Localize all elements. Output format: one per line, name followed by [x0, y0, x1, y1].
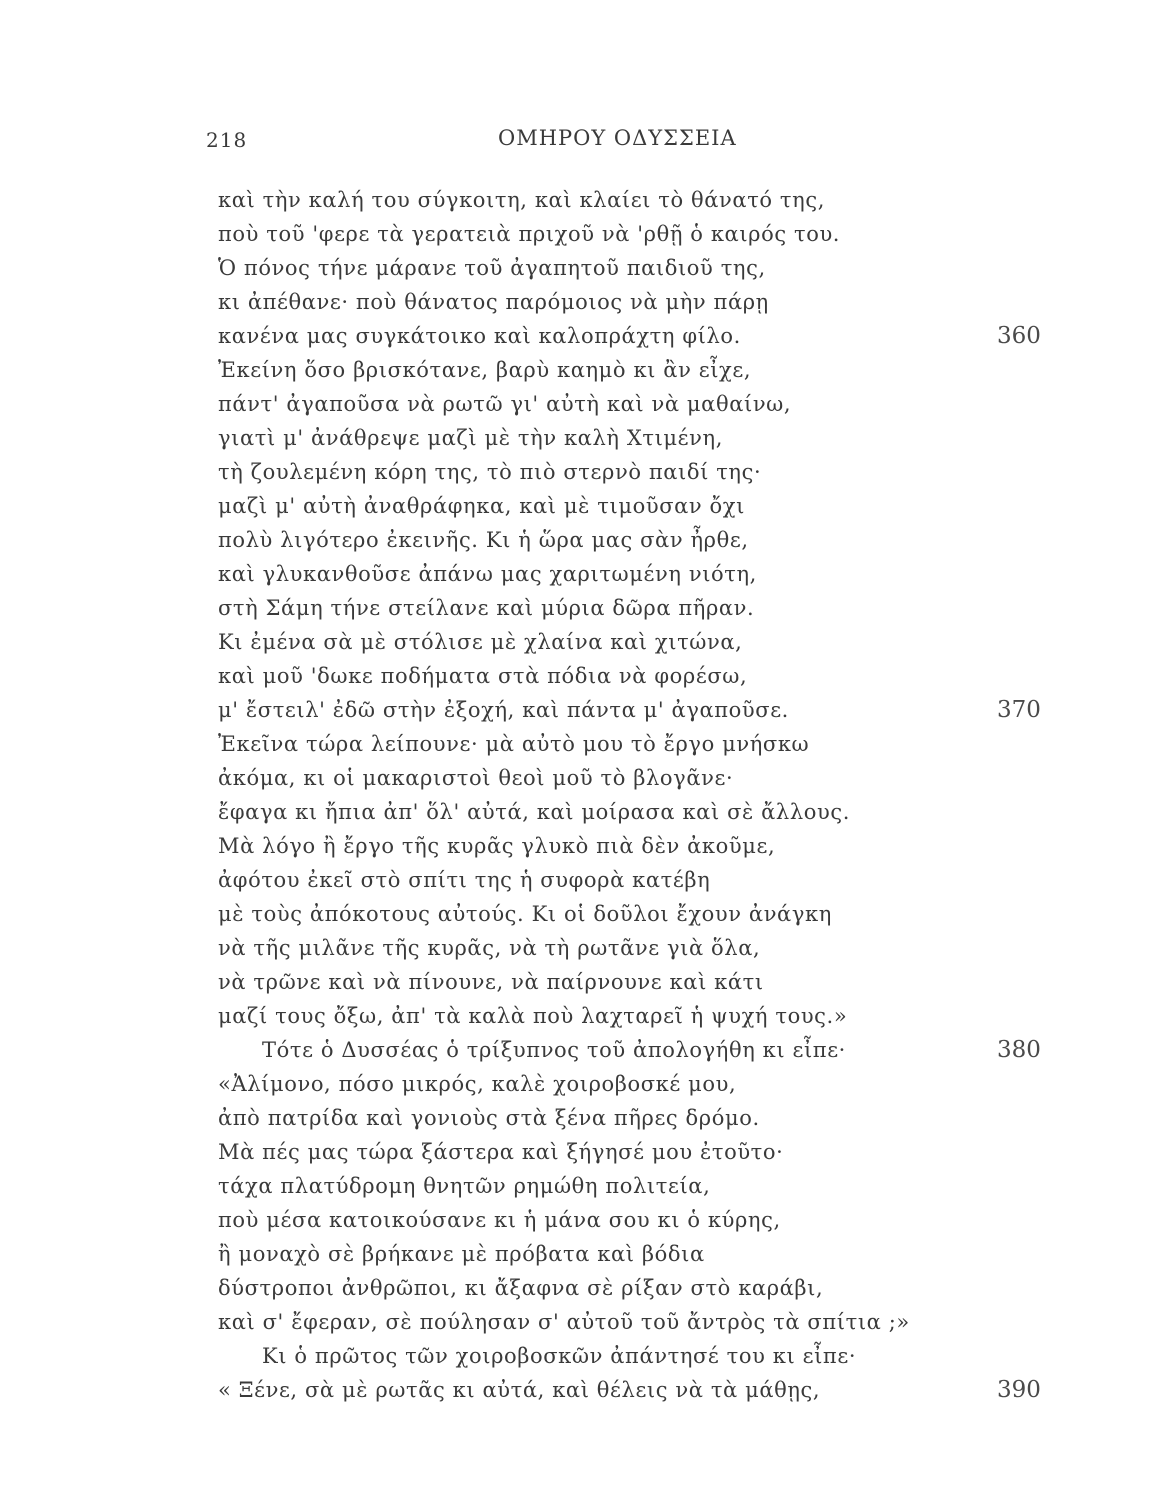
running-head: ΟΜΗΡΟΥ ΟΔΥΣΣΕΙΑ — [498, 126, 737, 150]
verse-text: νὰ τρῶνε καὶ νὰ πίνουνε, νὰ παίρνουνε καὶ κάτι — [218, 970, 764, 994]
verse-text: ποὺ μέσα κατοικούσανε κι ἡ μάνα σου κι ὁ κύρης, — [218, 1208, 781, 1232]
verse-text: μαζὶ μ' αὐτὴ ἀναθράφηκα, καὶ μὲ τιμοῦσαν ὄχι — [218, 494, 745, 518]
verse-text: δύστροποι ἀνθρῶποι, κι ἄξαφνα σὲ ρίξαν στὸ καράβι, — [218, 1276, 824, 1300]
line-number: 380 — [997, 1037, 1041, 1063]
verse-text: καὶ μοῦ 'δωκε ποδήματα στὰ πόδια νὰ φορέσω, — [218, 664, 748, 688]
verse-line — [0, 1033, 1157, 1067]
line-number: 390 — [997, 1377, 1041, 1403]
verse-line — [0, 557, 1157, 591]
verse-line — [0, 591, 1157, 625]
verse-line — [0, 863, 1157, 897]
verse-text: μαζί τους ὄξω, ἀπ' τὰ καλὰ ποὺ λαχταρεῖ ἡ ψυχή τους.» — [218, 1004, 848, 1028]
verse-text: Ἐκεῖνα τώρα λείπουνε· μὰ αὐτὸ μου τὸ ἔργο μνήσκω — [218, 732, 810, 756]
line-number: 360 — [997, 323, 1041, 349]
verse-line — [0, 659, 1157, 693]
verse-text: τὴ ζουλεμένη κόρη της, τὸ πιὸ στερνὸ παιδί της· — [218, 460, 762, 484]
verse-text: Κι ἐμένα σὰ μὲ στόλισε μὲ χλαίνα καὶ χιτώνα, — [218, 630, 743, 654]
verse-text: πάντ' ἀγαποῦσα νὰ ρωτῶ γι' αὐτὴ καὶ νὰ μαθαίνω, — [218, 392, 792, 416]
verse-line — [0, 727, 1157, 761]
verse-line — [0, 489, 1157, 523]
verse-text: γιατὶ μ' ἀνάθρεψε μαζὶ μὲ τὴν καλὴ Χτιμένη, — [218, 426, 723, 450]
verse-line — [0, 1237, 1157, 1271]
verse-text: στὴ Σάμη τήνε στείλανε καὶ μύρια δῶρα πῆραν. — [218, 596, 755, 620]
verse-line — [0, 353, 1157, 387]
verse-text: καὶ σ' ἔφεραν, σὲ πούλησαν σ' αὐτοῦ τοῦ ἄντρὸς τὰ σπίτια ;» — [218, 1310, 910, 1334]
verse-line — [0, 999, 1157, 1033]
verse-line — [0, 285, 1157, 319]
verse-line — [0, 829, 1157, 863]
verse-text: Κι ὁ πρῶτος τῶν χοιροβοσκῶν ἀπάντησέ του κι εἶπε· — [262, 1344, 857, 1368]
verse-text: ἀπὸ πατρίδα καὶ γονιοὺς στὰ ξένα πῆρες δρόμο. — [218, 1106, 760, 1130]
verse-text: ποὺ τοῦ 'φερε τὰ γερατειὰ πριχοῦ νὰ 'ρθῇ ὁ καιρός του. — [218, 222, 841, 246]
verse-text: καὶ τὴν καλή του σύγκοιτη, καὶ κλαίει τὸ θάνατό της, — [218, 188, 825, 212]
verse-line — [0, 965, 1157, 999]
verse-line — [0, 693, 1157, 727]
verse-line — [0, 421, 1157, 455]
verse-text: «Ἀλίμονο, πόσο μικρός, καλὲ χοιροβοσκέ μου, — [218, 1072, 737, 1096]
verse-text: κι ἀπέθανε· ποὺ θάνατος παρόμοιος νὰ μὴν πάρῃ — [218, 290, 769, 314]
verse-line — [0, 251, 1157, 285]
verse-line — [0, 1271, 1157, 1305]
page-number: 218 — [206, 128, 248, 152]
verse-line — [0, 1067, 1157, 1101]
verse-line — [0, 1339, 1157, 1373]
verse-line — [0, 625, 1157, 659]
verse-text: ἀφότου ἐκεῖ στὸ σπίτι της ἡ συφορὰ κατέβη — [218, 868, 711, 892]
verse-text: κανένα μας συγκάτοικο καὶ καλοπράχτη φίλο. — [218, 324, 741, 348]
verse-text: Ὁ πόνος τήνε μάρανε τοῦ ἀγαπητοῦ παιδιοῦ της, — [218, 256, 766, 280]
verse-line — [0, 455, 1157, 489]
verse-line — [0, 523, 1157, 557]
verse-text: « Ξένε, σὰ μὲ ρωτᾶς κι αὐτά, καὶ θέλεις νὰ τὰ μάθῃς, — [218, 1378, 821, 1402]
verse-text: νὰ τῆς μιλᾶνε τῆς κυρᾶς, νὰ τὴ ρωτᾶνε γιὰ ὅλα, — [218, 936, 761, 960]
verse-text: πολὺ λιγότερο ἐκεινῆς. Κι ἡ ὥρα μας σὰν ἦρθε, — [218, 528, 749, 552]
verse-line — [0, 1305, 1157, 1339]
verse-line — [0, 387, 1157, 421]
verse-text: Ἐκείνη ὅσο βρισκότανε, βαρὺ καημὸ κι ἂν εἶχε, — [218, 358, 752, 382]
verse-line — [0, 1373, 1157, 1407]
verse-text: μ' ἔστειλ' ἐδῶ στὴν ἐξοχή, καὶ πάντα μ' ἀγαποῦσε. — [218, 698, 789, 722]
verse-line — [0, 897, 1157, 931]
verse-block — [0, 183, 1157, 1407]
verse-text: Μὰ πές μας τώρα ξάστερα καὶ ξήγησέ μου ἐτοῦτο· — [218, 1140, 784, 1164]
verse-line — [0, 1135, 1157, 1169]
verse-line — [0, 1101, 1157, 1135]
verse-line — [0, 761, 1157, 795]
verse-text: καὶ γλυκανθοῦσε ἀπάνω μας χαριτωμένη νιότη, — [218, 562, 757, 586]
verse-text: μὲ τοὺς ἀπόκοτους αὐτούς. Κι οἱ δοῦλοι ἔχουν ἀνάγκη — [218, 902, 832, 926]
verse-text: Μὰ λόγο ἢ ἔργο τῆς κυρᾶς γλυκὸ πιὰ δὲν ἀκοῦμε, — [218, 834, 776, 858]
verse-line — [0, 1203, 1157, 1237]
verse-text: ἢ μοναχὸ σὲ βρήκανε μὲ πρόβατα καὶ βόδια — [218, 1242, 705, 1266]
verse-line — [0, 795, 1157, 829]
verse-line — [0, 1169, 1157, 1203]
verse-line — [0, 931, 1157, 965]
verse-line — [0, 319, 1157, 353]
verse-text: ἀκόμα, κι οἱ μακαριστοὶ θεοὶ μοῦ τὸ βλογᾶνε· — [218, 766, 734, 790]
verse-text: ἔφαγα κι ἤπια ἀπ' ὅλ' αὐτά, καὶ μοίρασα καὶ σὲ ἄλλους. — [218, 800, 850, 824]
verse-text: Τότε ὁ Δυσσέας ὁ τρίξυπνος τοῦ ἀπολογήθη κι εἶπε· — [262, 1038, 846, 1062]
verse-line — [0, 183, 1157, 217]
line-number: 370 — [997, 697, 1041, 723]
verse-line — [0, 217, 1157, 251]
verse-text: τάχα πλατύδρομη θνητῶν ρημώθη πολιτεία, — [218, 1174, 711, 1198]
